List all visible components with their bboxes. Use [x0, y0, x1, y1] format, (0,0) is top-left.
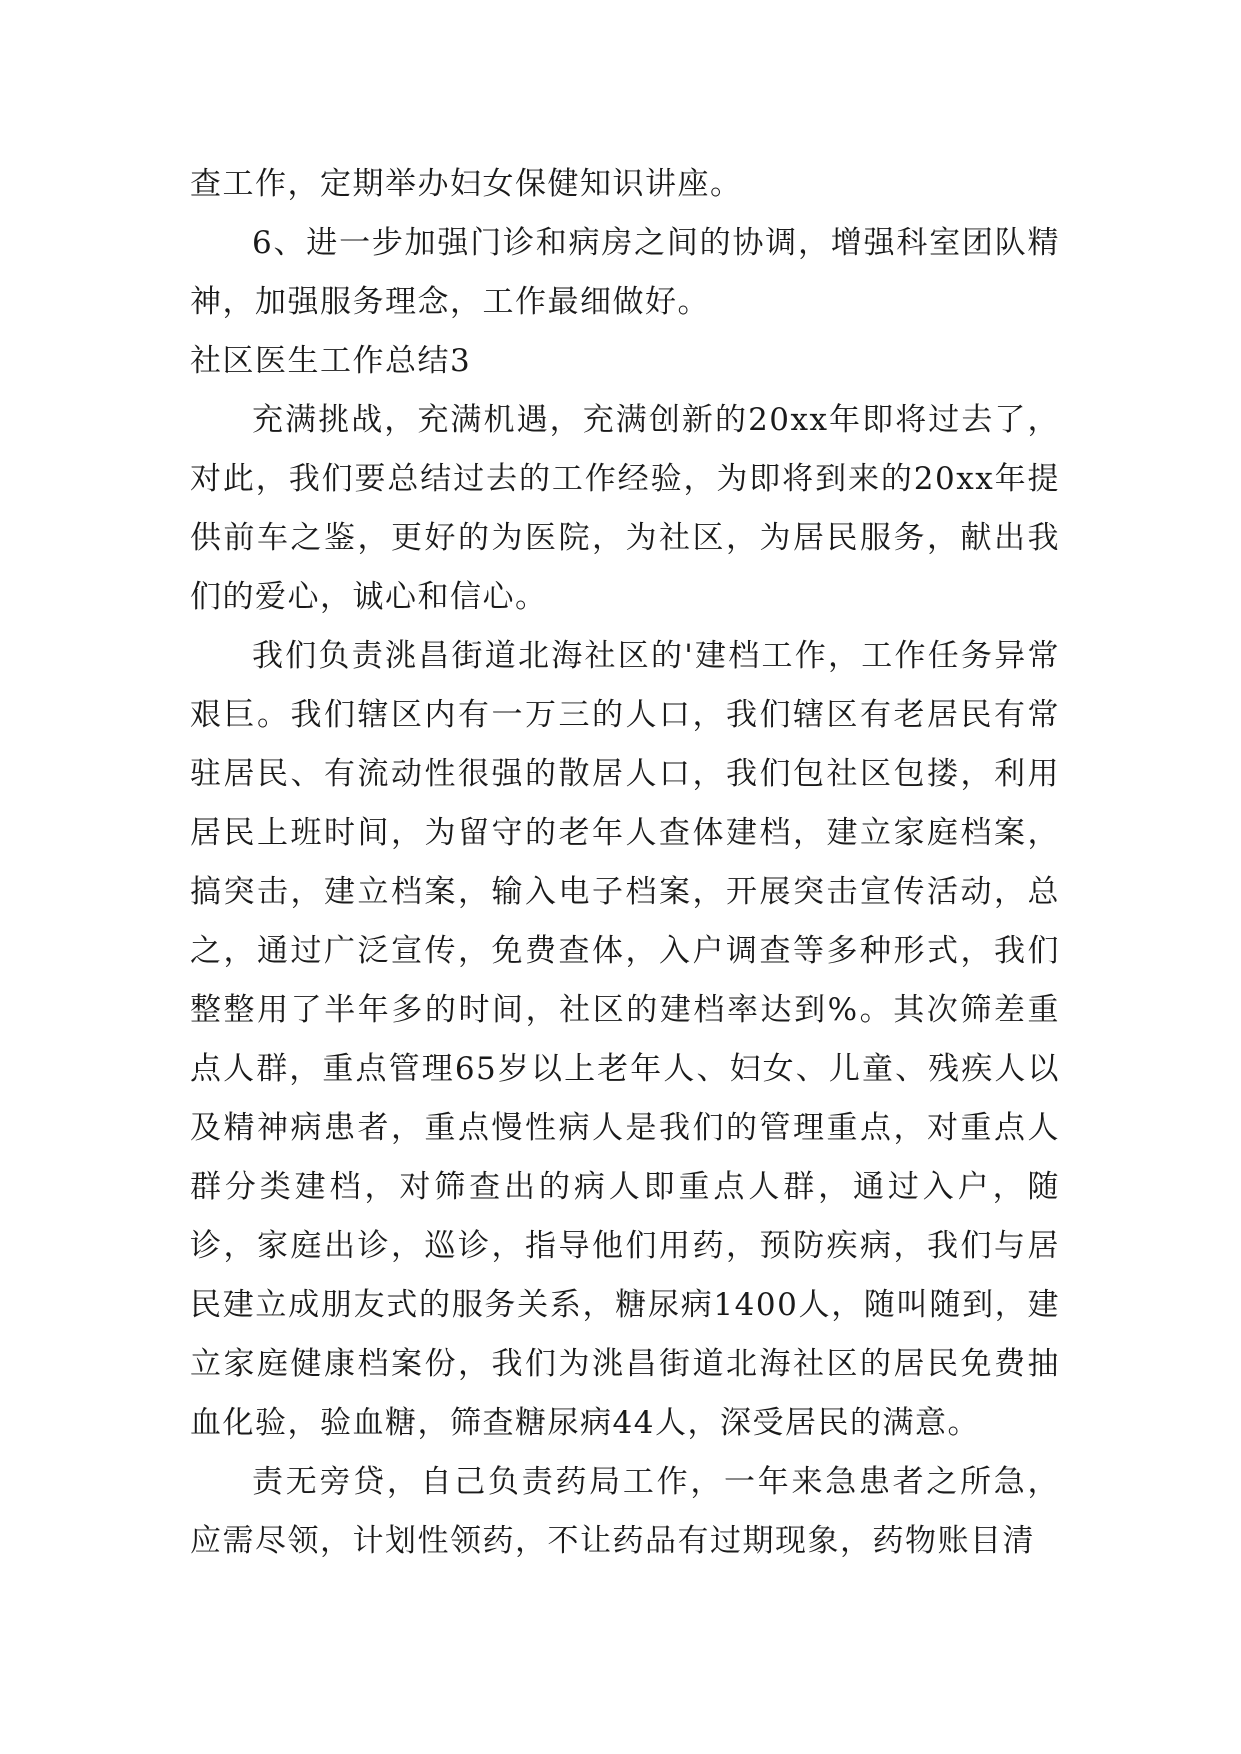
paragraph-pharmacy-work: 责无旁贷，自己负责药局工作，一年来急患者之所急，应需尽领，计划性领药，不让药品有过期现象，药物账目清 [190, 1464, 1060, 1559]
section-heading: 社区医生工作总结3 [190, 343, 472, 379]
paragraph-continuation: 查工作，定期举办妇女保健知识讲座。 [190, 166, 743, 202]
paragraph-archiving-work: 我们负责洮昌街道北海社区的'建档工作，工作任务异常艰巨。我们辖区内有一万三的人口，我们辖区有老居民有常驻居民、有流动性很强的散居人口，我们包社区包搂，利用居民上班时间，为留守的老年人查体建档，建立家庭档案，搞突击，建立档案，输入电子档案，开展突击宣传活动，总之，通过广泛宣传，免费查体，入户调查等多种形式，我们整整用了半年多的时间，社区的建档率达到%。其次筛差重点人群，重点管理65岁以上老年人、妇女、儿童、残疾人以及精神病患者，重点慢性病人是我们的管理重点，对重点人群分类建档，对筛查出的病人即重点人群，通过入户，随诊，家庭出诊，巡诊，指导他们用药，预防疾病，我们与居民建立成朋友式的服务关系，糖尿病1400人，随叫随到，建立家庭健康档案份，我们为洮昌街道北海社区的居民免费抽血化验，验血糖，筛查糖尿病44人，深受居民的满意。 [190, 638, 1060, 1441]
paragraph-intro: 充满挑战，充满机遇，充满创新的20xx年即将过去了，对此，我们要总结过去的工作经验，为即将到来的20xx年提供前车之鉴，更好的为医院，为社区，为居民服务，献出我们的爱心，诚心和信心。 [190, 402, 1060, 615]
paragraph-item-6: 6、进一步加强门诊和病房之间的协调，增强科室团队精神，加强服务理念，工作最细做好。 [190, 225, 1060, 320]
document-body [190, 155, 1060, 1571]
